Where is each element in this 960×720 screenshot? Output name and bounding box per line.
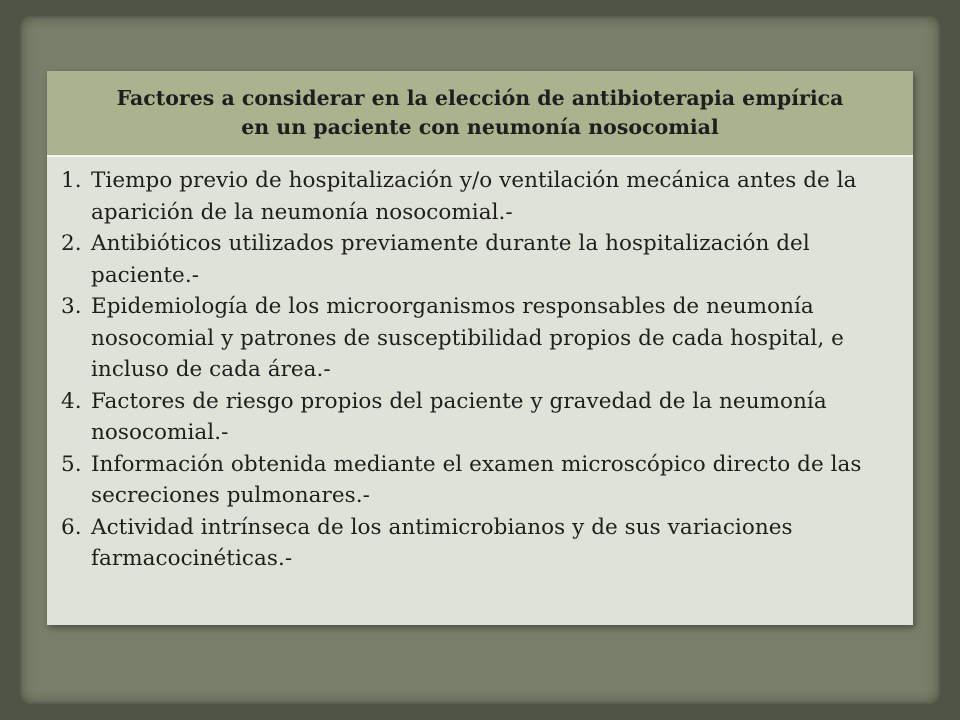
list-item-text: Factores de riesgo propios del paciente y gravedad de la neumonía nosocomial.- [91, 388, 827, 445]
list-item-number: 2. [61, 231, 82, 256]
list-item-text: Tiempo previo de hospitalización y/o ventilación mecánica antes de la aparición de la neumonía nosocomial.- [91, 168, 857, 225]
list-item-text: Epidemiología de los microorganismos responsables de neumonía nosocomial y patrones de susceptibilidad propios de cada hospital, e incluso de cada área.- [91, 294, 844, 382]
list-item [61, 449, 899, 512]
content-box [47, 71, 913, 625]
list-item [61, 228, 899, 291]
slide-title: Factores a considerar en la elección de antibioterapia empírica en un paciente con neumonía nosocomial [116, 86, 844, 139]
list-item-number: 6. [61, 514, 82, 540]
list-item-text: Información obtenida mediante el examen microscópico directo de las secreciones pulmonares.- [91, 451, 862, 508]
list-item-text: Antibióticos utilizados previamente durante la hospitalización del paciente.- [91, 231, 810, 288]
list-item-text: Actividad intrínseca de los antimicrobianos y de sus variaciones farmacocinéticas.- [91, 514, 793, 571]
list-item [61, 165, 899, 228]
list-item [61, 386, 899, 449]
list-item [61, 291, 899, 386]
factor-list [47, 165, 913, 575]
list-item-number: 4. [61, 388, 82, 414]
header-band [47, 71, 913, 155]
list-item-number: 1. [61, 168, 82, 193]
list-item [61, 512, 899, 575]
list-item-number: 3. [61, 294, 82, 319]
list-item-number: 5. [61, 451, 82, 477]
header-divider [47, 155, 913, 157]
